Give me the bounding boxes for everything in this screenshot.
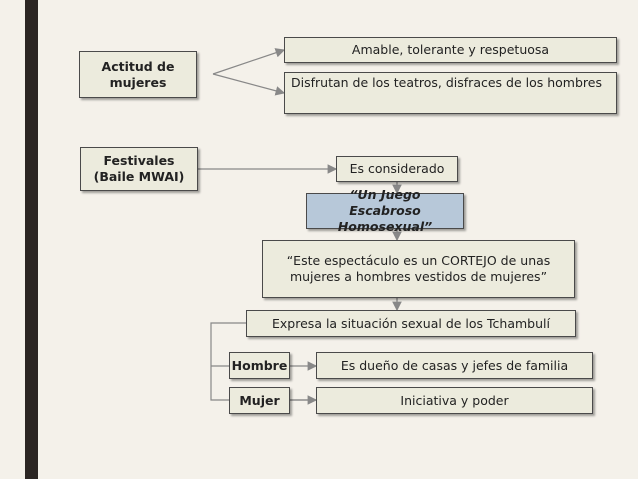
attitude-label: Actitud de mujeres — [101, 58, 175, 90]
quote-box — [306, 187, 464, 234]
role-description: Iniciativa y poder — [400, 392, 509, 408]
role-hombre-description-box — [316, 352, 593, 379]
attitude-item-text: Amable, tolerante y respetuosa — [351, 42, 550, 57]
festival-label-box — [80, 147, 198, 191]
role-description: Es dueño de casas y jefes de familia — [340, 357, 569, 373]
attitude-item-kind — [284, 37, 617, 63]
attitude-item-text: Disfrutan de los teatros, disfraces de los hombres — [291, 75, 602, 90]
quote-text: “Un Juego Escabroso Homosexual” — [337, 187, 433, 234]
role-mujer-description-box — [316, 387, 593, 414]
attitude-item-enjoy — [284, 72, 617, 114]
role-hombre-box — [229, 352, 290, 379]
festival-label: Festivales (Baile MWAI) — [93, 153, 185, 184]
spectacle-box — [262, 240, 575, 298]
considered-text: Es considerado — [349, 161, 445, 176]
considered-box — [336, 156, 458, 182]
attitude-label-box — [79, 51, 197, 98]
role-label: Hombre — [231, 357, 288, 373]
role-label: Mujer — [239, 392, 280, 408]
expresses-box — [246, 310, 576, 337]
role-mujer-box — [229, 387, 290, 414]
spectacle-text: “Este espectáculo es un CORTEJO de unas mujeres a hombres vestidos de mujeres” — [286, 253, 551, 284]
expresses-text: Expresa la situación sexual de los Tchambulí — [272, 315, 550, 331]
